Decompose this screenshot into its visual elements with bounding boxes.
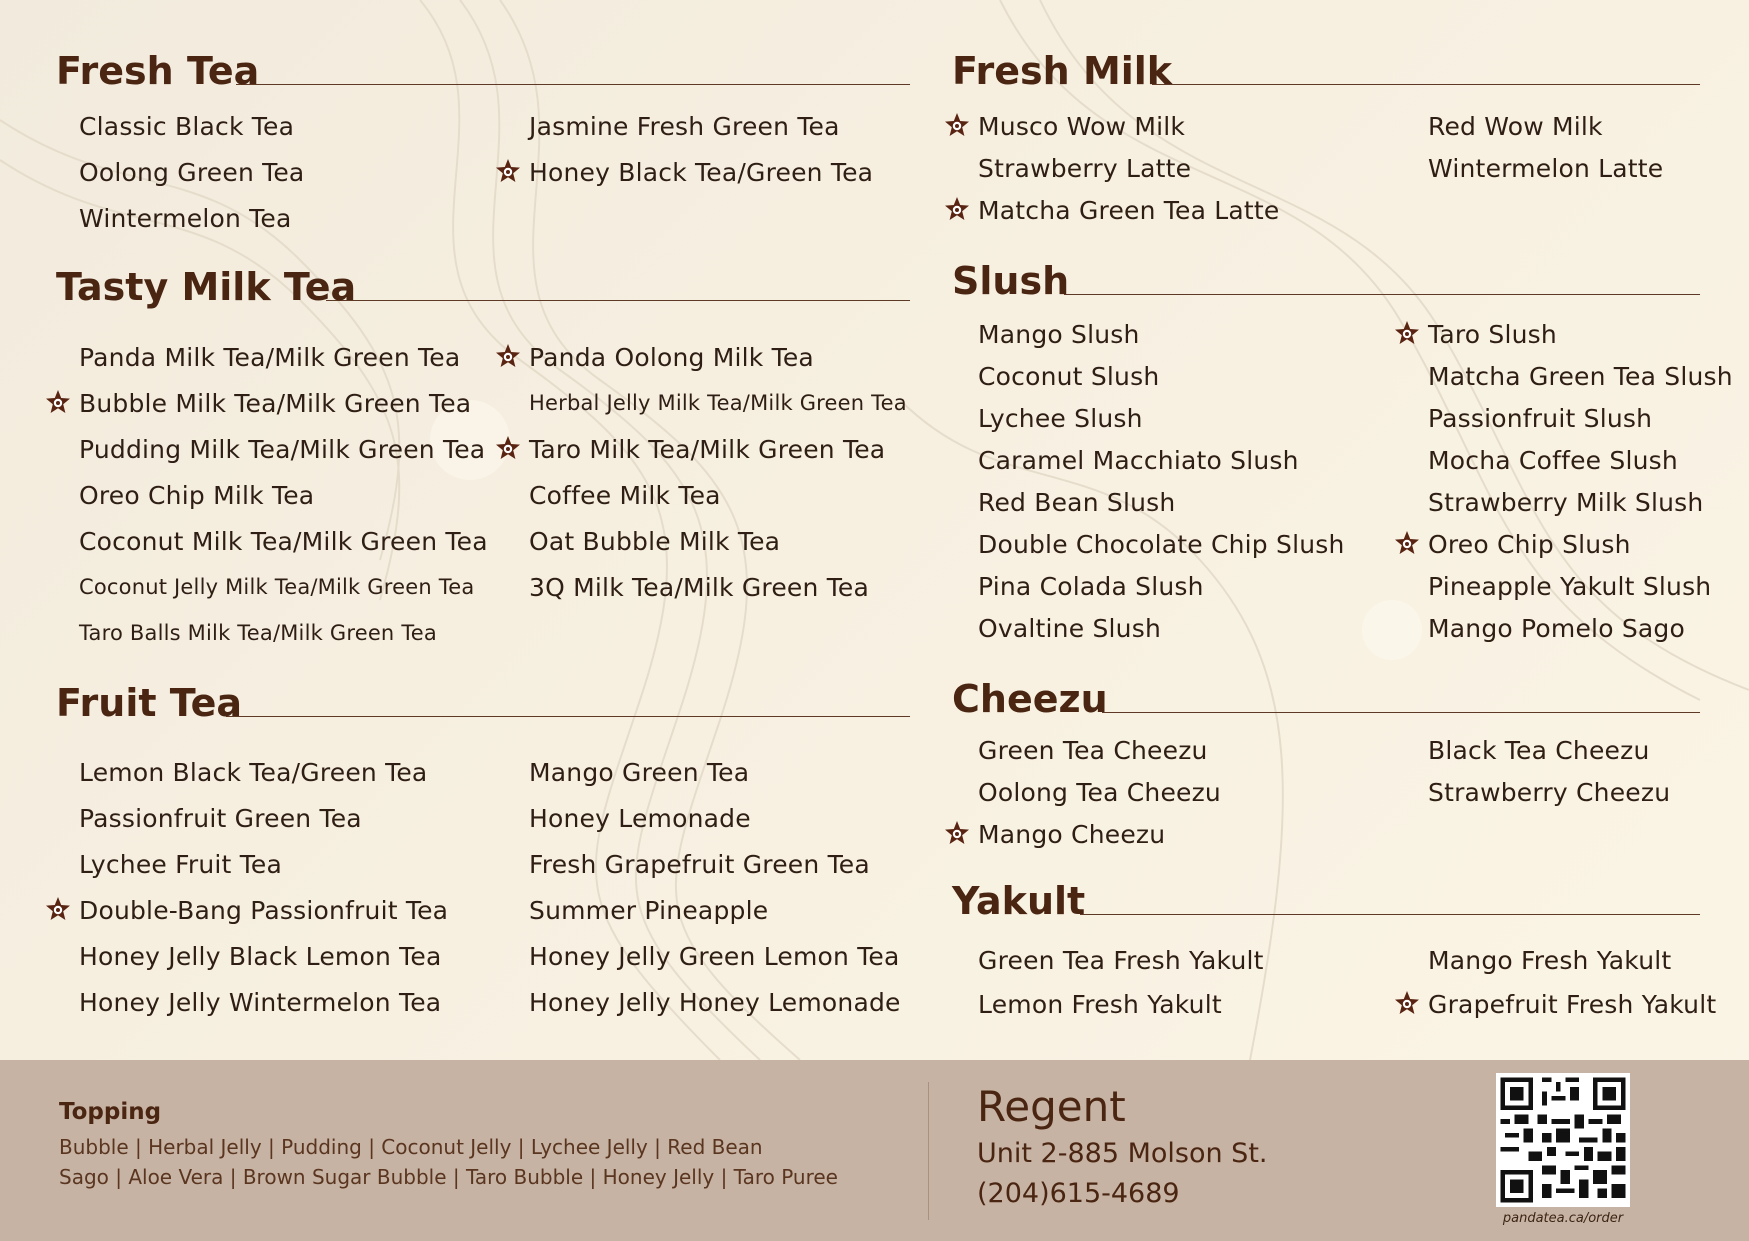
star-badge-icon bbox=[45, 896, 71, 922]
menu-item: Mango Green Tea bbox=[529, 758, 750, 787]
star-badge-icon bbox=[495, 343, 521, 369]
menu-item: Strawberry Cheezu bbox=[1428, 778, 1671, 807]
menu-item: Bubble Milk Tea/Milk Green Tea bbox=[79, 389, 472, 418]
section-rule bbox=[1080, 914, 1700, 915]
topping-list-line-1: Bubble | Herbal Jelly | Pudding | Coconut Jelly | Lychee Jelly | Red Bean bbox=[59, 1135, 763, 1159]
menu-item: Taro Balls Milk Tea/Milk Green Tea bbox=[79, 621, 437, 645]
menu-item: Honey Jelly Green Lemon Tea bbox=[529, 942, 900, 971]
menu-item: Grapefruit Fresh Yakult bbox=[1428, 990, 1717, 1019]
footer-divider bbox=[928, 1082, 929, 1220]
menu-item: Summer Pineapple bbox=[529, 896, 769, 925]
menu-item: Mango Slush bbox=[978, 320, 1140, 349]
section-title: Fresh Milk bbox=[952, 49, 1173, 93]
menu-item: Strawberry Milk Slush bbox=[1428, 488, 1704, 517]
menu-item: Mango Fresh Yakult bbox=[1428, 946, 1672, 975]
section-title: Tasty Milk Tea bbox=[56, 265, 357, 309]
footer-band bbox=[0, 1060, 1749, 1241]
menu-item: Mocha Coffee Slush bbox=[1428, 446, 1678, 475]
menu-item: Lemon Fresh Yakult bbox=[978, 990, 1222, 1019]
topping-list-line-2: Sago | Aloe Vera | Brown Sugar Bubble | Taro Bubble | Honey Jelly | Taro Puree bbox=[59, 1165, 838, 1189]
menu-item: Honey Jelly Honey Lemonade bbox=[529, 988, 901, 1017]
menu-item: Lychee Fruit Tea bbox=[79, 850, 283, 879]
menu-item: Jasmine Fresh Green Tea bbox=[529, 112, 840, 141]
menu-item: Lychee Slush bbox=[978, 404, 1143, 433]
menu-item: Pineapple Yakult Slush bbox=[1428, 572, 1712, 601]
menu-item: Passionfruit Slush bbox=[1428, 404, 1653, 433]
star-badge-icon bbox=[1394, 990, 1420, 1016]
menu-item: Honey Black Tea/Green Tea bbox=[529, 158, 874, 187]
section-rule bbox=[326, 300, 910, 301]
section-cheezu bbox=[952, 662, 1700, 862]
section-title: Fruit Tea bbox=[56, 681, 243, 725]
star-badge-icon bbox=[944, 112, 970, 138]
section-title: Yakult bbox=[952, 879, 1086, 923]
menu-item: Coffee Milk Tea bbox=[529, 481, 721, 510]
menu-item: Double-Bang Passionfruit Tea bbox=[79, 896, 449, 925]
menu-item: Matcha Green Tea Slush bbox=[1428, 362, 1733, 391]
menu-item: Black Tea Cheezu bbox=[1428, 736, 1650, 765]
menu-item: Double Chocolate Chip Slush bbox=[978, 530, 1345, 559]
menu-item: Oolong Tea Cheezu bbox=[978, 778, 1221, 807]
menu-item: Pudding Milk Tea/Milk Green Tea bbox=[79, 435, 486, 464]
menu-item: Green Tea Cheezu bbox=[978, 736, 1208, 765]
menu-item: Panda Oolong Milk Tea bbox=[529, 343, 814, 372]
section-yakult bbox=[952, 864, 1717, 1044]
menu-item: 3Q Milk Tea/Milk Green Tea bbox=[529, 573, 870, 602]
menu-item: Coconut Milk Tea/Milk Green Tea bbox=[79, 527, 488, 556]
star-badge-icon bbox=[495, 158, 521, 184]
menu-item: Red Bean Slush bbox=[978, 488, 1176, 517]
section-title: Fresh Tea bbox=[56, 49, 260, 93]
menu-item: Passionfruit Green Tea bbox=[79, 804, 362, 833]
menu-item: Caramel Macchiato Slush bbox=[978, 446, 1299, 475]
menu-item: Oat Bubble Milk Tea bbox=[529, 527, 781, 556]
section-slush bbox=[952, 244, 1733, 654]
menu-item: Strawberry Latte bbox=[978, 154, 1192, 183]
section-title: Cheezu bbox=[952, 677, 1108, 721]
menu-item: Herbal Jelly Milk Tea/Milk Green Tea bbox=[529, 391, 907, 415]
topping-title: Topping bbox=[59, 1099, 162, 1125]
section-title: Slush bbox=[952, 259, 1070, 303]
menu-item: Matcha Green Tea Latte bbox=[978, 196, 1280, 225]
menu-item: Taro Slush bbox=[1428, 320, 1557, 349]
menu-item: Oreo Chip Slush bbox=[1428, 530, 1631, 559]
qr-url[interactable]: pandatea.ca/order bbox=[1502, 1211, 1624, 1226]
store-name: Regent bbox=[977, 1082, 1126, 1131]
menu-item: Fresh Grapefruit Green Tea bbox=[529, 850, 870, 879]
store-phone: (204)615-4689 bbox=[977, 1178, 1180, 1209]
section-tasty-milk-tea bbox=[56, 250, 910, 650]
menu-item: Pina Colada Slush bbox=[978, 572, 1204, 601]
star-badge-icon bbox=[45, 389, 71, 415]
star-badge-icon bbox=[1394, 320, 1420, 346]
menu-item: Coconut Slush bbox=[978, 362, 1160, 391]
star-badge-icon bbox=[1394, 530, 1420, 556]
menu-item: Panda Milk Tea/Milk Green Tea bbox=[79, 343, 461, 372]
section-fresh-tea bbox=[56, 34, 910, 244]
menu-item: Honey Jelly Wintermelon Tea bbox=[79, 988, 442, 1017]
qr-code-icon[interactable] bbox=[1496, 1073, 1630, 1207]
menu-item: Classic Black Tea bbox=[79, 112, 295, 141]
menu-item: Mango Cheezu bbox=[978, 820, 1166, 849]
star-badge-icon bbox=[495, 435, 521, 461]
menu-item: Taro Milk Tea/Milk Green Tea bbox=[529, 435, 886, 464]
section-rule bbox=[1064, 294, 1700, 295]
menu-item: Oreo Chip Milk Tea bbox=[79, 481, 315, 510]
section-fruit-tea bbox=[56, 666, 910, 1026]
section-rule bbox=[1152, 84, 1700, 85]
menu-item: Honey Jelly Black Lemon Tea bbox=[79, 942, 442, 971]
menu-item: Honey Lemonade bbox=[529, 804, 751, 833]
section-rule bbox=[1102, 712, 1700, 713]
menu-item: Wintermelon Tea bbox=[79, 204, 292, 233]
star-badge-icon bbox=[944, 820, 970, 846]
menu-item: Red Wow Milk bbox=[1428, 112, 1603, 141]
menu-item: Mango Pomelo Sago bbox=[1428, 614, 1686, 643]
section-rule bbox=[226, 716, 910, 717]
star-badge-icon bbox=[944, 196, 970, 222]
menu-item: Musco Wow Milk bbox=[978, 112, 1186, 141]
menu-item: Lemon Black Tea/Green Tea bbox=[79, 758, 428, 787]
section-fresh-milk bbox=[952, 34, 1700, 234]
menu-item: Ovaltine Slush bbox=[978, 614, 1161, 643]
menu-item: Coconut Jelly Milk Tea/Milk Green Tea bbox=[79, 575, 475, 599]
menu-item: Green Tea Fresh Yakult bbox=[978, 946, 1264, 975]
section-rule bbox=[236, 84, 910, 85]
menu-item: Oolong Green Tea bbox=[79, 158, 305, 187]
menu-item: Wintermelon Latte bbox=[1428, 154, 1664, 183]
store-address: Unit 2-885 Molson St. bbox=[977, 1138, 1268, 1169]
